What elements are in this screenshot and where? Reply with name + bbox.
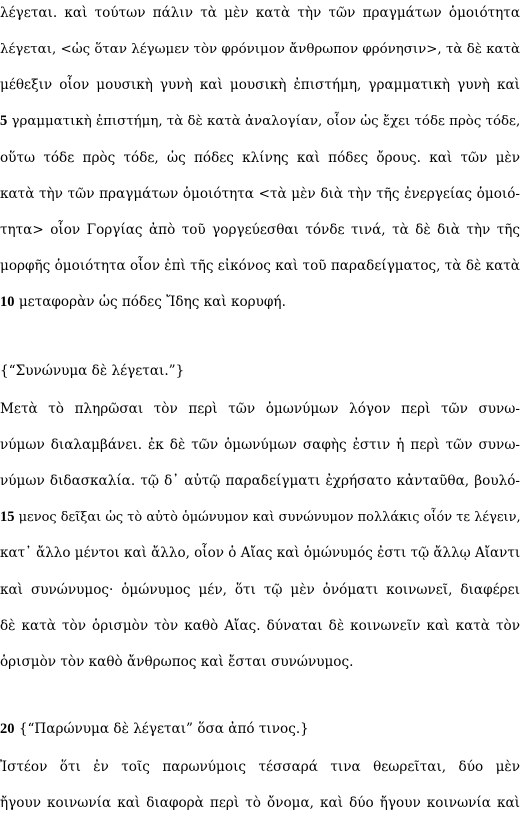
line-number: 20 [0,721,15,737]
text-line [0,287,520,317]
line-text: τητα> οἷον Γοργίας ἀπὸ τοῦ γοργεύεσθαι τόνδε τινά, τὰ δὲ διὰ τὴν τῆς [0,222,520,238]
text-line [0,143,520,173]
line-text: καὶ συνώνυμος· ὁμώνυμος μέν, ὅτι τῷ μὲν ὀνόματι κοινωνεῖ, διαφέρει [0,582,520,598]
text-line [0,34,520,64]
line-text: μέθεξιν οἷον μουσικὴ γυνὴ καὶ μουσικὴ ἐπιστήμη, γραμματικὴ γυνὴ καὶ [0,77,520,93]
line-text: ἤγουν κοινωνία καὶ διαφορὰ περὶ τὸ ὄνομα, καὶ δύο ἤγουν κοινωνία καὶ [0,795,520,811]
text-line [0,752,520,782]
line-text: κατὰ τὴν τῶν πραγμάτων ὁμοιότητα <τὰ μὲν διὰ τὴν τῆς ἐνεργείας ὁμοιό- [0,186,520,202]
line-text: νύμων διαλαμβάνει. ἐκ δὲ τῶν ὁμωνύμων σαφὴς ἐστιν ἡ περὶ τῶν συνω- [0,437,520,453]
line-text: κατ᾽ ἄλλο μέντοι καὶ ἄλλο, οἷον ὁ Αἴας καὶ ὁμώνυμός ἐστι τῷ ἄλλῳ Αἴαντι [0,545,521,561]
section-heading [0,356,520,386]
line-text: μεταφορὰν ὡς πόδες Ἴδης καὶ κορυφή. [14,294,286,310]
line-text: οὕτω τόδε πρὸς τόδε, ὡς πόδες κλίνης καὶ πόδες ὄρους. καὶ τῶν μὲν [0,150,520,166]
text-line [0,575,520,605]
line-text: λέγεται, <ὡς ὅταν λέγωμεν τὸν φρόνιμον ἄνθρωπον φρόνησιν>, τὰ δὲ κατὰ [0,42,520,57]
line-text: ὁρισμὸν τὸν καθὸ ἄνθρωπος καὶ ἔσται συνώνυμος. [0,654,354,670]
section-heading [0,714,520,744]
line-number: 10 [0,294,15,310]
line-text: μενος δεῖξαι ὡς τὸ αὐτὸ ὁμώνυμον καὶ συνώνυμον πολλάκις οἷόν τε λέγειν, [14,510,521,525]
text-line [0,70,520,100]
text-line [0,611,520,641]
line-text: Μετὰ τὸ πληρῶσαι τὸν περὶ τῶν ὁμωνύμων λόγον περὶ τῶν συνω- [0,401,520,417]
text-line [0,215,520,245]
text-line [0,106,520,136]
text-line [0,179,520,209]
line-text: νύμων διδασκαλία. τῷ δ᾽ αὐτῷ παραδείγματι ἐχρήσατο κἀνταῦθα, βουλό- [0,473,520,489]
text-line [0,466,520,496]
line-text: {“Παρώνυμα δὲ λέγεται” ὅσα ἀπό τινος.} [14,721,309,737]
line-text: μορφῆς ὁμοιότητα οἷον ἐπὶ τῆς εἰκόνος καὶ τοῦ παραδείγματος, τὰ δὲ κατὰ [0,258,520,274]
text-line [0,788,520,818]
line-text: λέγεται. καὶ τούτων πάλιν τὰ μὲν κατὰ τὴν τῶν πραγμάτων ὁμοιότητα [0,5,520,21]
text-line [0,430,520,460]
line-text: {“Συνώνυμα δὲ λέγεται.”} [0,363,185,379]
text-line [0,502,520,532]
text-line [0,538,520,568]
line-number: 15 [0,509,15,525]
line-number: 5 [0,113,8,129]
text-line [0,0,520,28]
line-text: δὲ κατὰ τὸν ὁρισμὸν τὸν καθὸ Αἴας. δύναται δὲ κοινωνεῖν καὶ κατὰ τὸν [0,618,520,634]
text-line [0,394,520,424]
line-text: γραμματικὴ ἐπιστήμη, τὰ δὲ κατὰ ἀναλογίαν, οἷον ὡς ἔχει τόδε πρὸς τόδε, [7,114,521,129]
text-line [0,647,520,677]
text-line [0,251,520,281]
line-text: Ἰστέον ὅτι ἐν τοῖς παρωνύμοις τέσσαρά τινα θεωρεῖται, δύο μὲν [0,759,520,775]
